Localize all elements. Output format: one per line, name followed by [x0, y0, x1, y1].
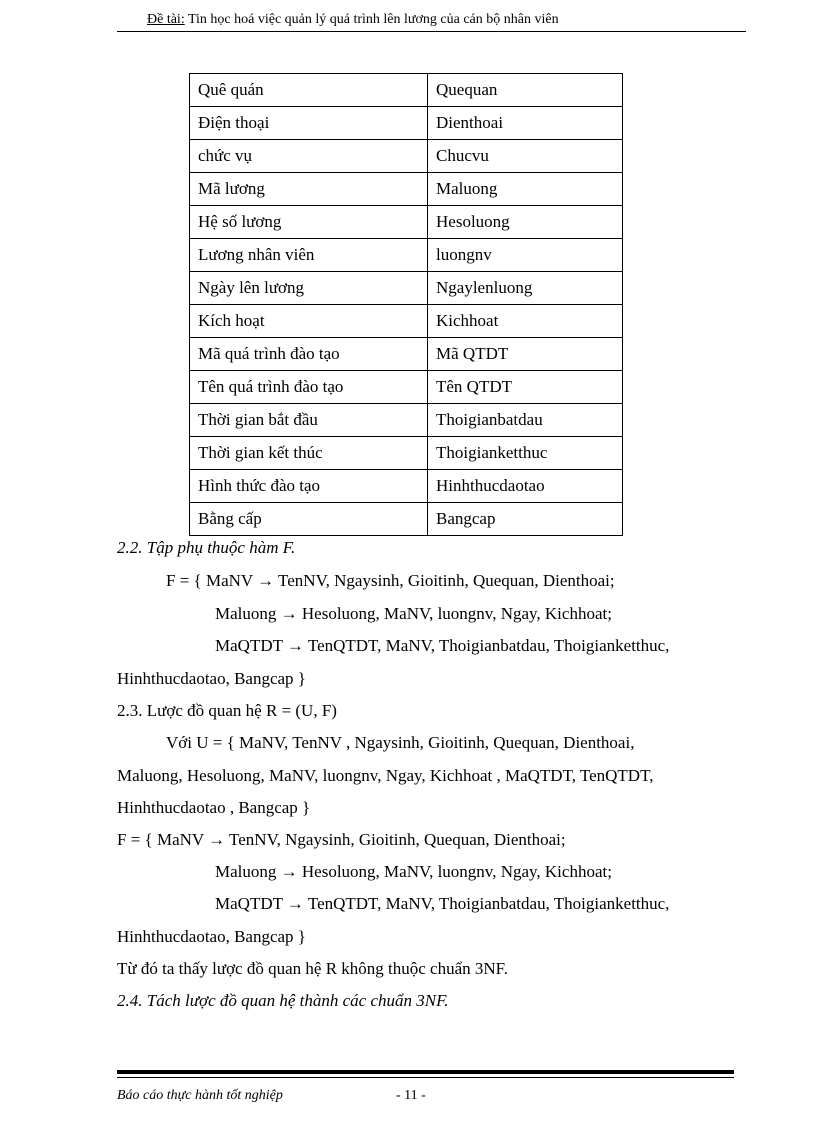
table-row — [190, 404, 623, 437]
field-name-cell: luongnv — [428, 239, 623, 272]
field-description-cell: Thời gian bắt đầu — [190, 404, 428, 437]
field-description-cell: Hệ số lương — [190, 206, 428, 239]
field-description-cell: Thời gian kết thúc — [190, 437, 428, 470]
field-description-cell: chức vụ — [190, 140, 428, 173]
s23-line-1: Với U = { MaNV, TenNV , Ngaysinh, Gioitinh, Quequan, Dienthoai, — [166, 733, 635, 752]
field-description-cell: Hình thức đào tạo — [190, 470, 428, 503]
table-row — [190, 239, 623, 272]
field-name-cell: Quequan — [428, 74, 623, 107]
field-name-cell: Mã QTDT — [428, 338, 623, 371]
field-name-cell: Bangcap — [428, 503, 623, 536]
table-row — [190, 371, 623, 404]
header-label: Đề tài: — [147, 12, 185, 27]
field-name-cell: Kichhoat — [428, 305, 623, 338]
section-2-4-heading: 2.4. Tách lược đồ quan hệ thành các chuẩn 3NF. — [117, 991, 449, 1010]
field-description-cell: Kích hoạt — [190, 305, 428, 338]
field-description-cell: Điện thoại — [190, 107, 428, 140]
field-description-cell: Mã quá trình đào tạo — [190, 338, 428, 371]
field-name-cell: Chucvu — [428, 140, 623, 173]
table-row — [190, 74, 623, 107]
field-description-cell: Tên quá trình đào tạo — [190, 371, 428, 404]
field-name-cell: Tên QTDT — [428, 371, 623, 404]
footer-rule-thick — [117, 1070, 734, 1074]
field-name-cell: Hinhthucdaotao — [428, 470, 623, 503]
field-mapping-table — [189, 73, 623, 536]
page-header — [117, 8, 746, 32]
field-description-cell: Lương nhân viên — [190, 239, 428, 272]
s23-conclusion: Từ đó ta thấy lược đồ quan hệ R không thuộc chuẩn 3NF. — [117, 959, 509, 978]
s23-line-3: Hinhthucdaotao , Bangcap } — [117, 798, 311, 817]
field-description-cell: Quê quán — [190, 74, 428, 107]
table-row — [190, 173, 623, 206]
section-2-3-heading: 2.3. Lược đồ quan hệ R = (U, F) — [117, 701, 337, 720]
field-description-cell: Bằng cấp — [190, 503, 428, 536]
footer-rule-thin — [117, 1077, 734, 1078]
table-row — [190, 437, 623, 470]
header-title: Tin học hoá việc quản lý quá trình lên lương của cán bộ nhân viên — [187, 12, 559, 27]
table-row — [190, 503, 623, 536]
field-name-cell: Hesoluong — [428, 206, 623, 239]
footer-report-title: Báo cáo thực hành tốt nghiệp — [117, 1088, 283, 1103]
s23-line-2: Maluong, Hesoluong, MaNV, luongnv, Ngay, Kichhoat , MaQTDT, TenQTDT, — [117, 766, 654, 785]
table-row — [190, 338, 623, 371]
field-description-cell: Mã lương — [190, 173, 428, 206]
table-row — [190, 206, 623, 239]
field-name-cell: Thoigianbatdau — [428, 404, 623, 437]
s22-line-1: F = { MaNV → TenNV, Ngaysinh, Gioitinh, Quequan, Dienthoai; — [166, 571, 615, 590]
field-description-cell: Ngày lên lương — [190, 272, 428, 305]
s23-line-5: Maluong → Hesoluong, MaNV, luongnv, Ngay, Kichhoat; — [215, 862, 612, 881]
field-name-cell: Dienthoai — [428, 107, 623, 140]
table-row — [190, 272, 623, 305]
field-name-cell: Maluong — [428, 173, 623, 206]
s22-line-4: Hinhthucdaotao, Bangcap } — [117, 669, 306, 688]
s23-line-6: MaQTDT → TenQTDT, MaNV, Thoigianbatdau, Thoigianketthuc, — [215, 894, 670, 913]
table-row — [190, 140, 623, 173]
page-number: - 11 - — [396, 1088, 426, 1103]
s23-line-4: F = { MaNV → TenNV, Ngaysinh, Gioitinh, Quequan, Dienthoai; — [117, 830, 566, 849]
field-name-cell: Ngaylenluong — [428, 272, 623, 305]
s23-line-7: Hinhthucdaotao, Bangcap } — [117, 927, 306, 946]
table-row — [190, 305, 623, 338]
table-row — [190, 470, 623, 503]
table-row — [190, 107, 623, 140]
s22-line-2: Maluong → Hesoluong, MaNV, luongnv, Ngay, Kichhoat; — [215, 604, 612, 623]
section-2-2-heading: 2.2. Tập phụ thuộc hàm F. — [117, 538, 296, 557]
s22-line-3: MaQTDT → TenQTDT, MaNV, Thoigianbatdau, Thoigianketthuc, — [215, 636, 670, 655]
field-name-cell: Thoigianketthuc — [428, 437, 623, 470]
